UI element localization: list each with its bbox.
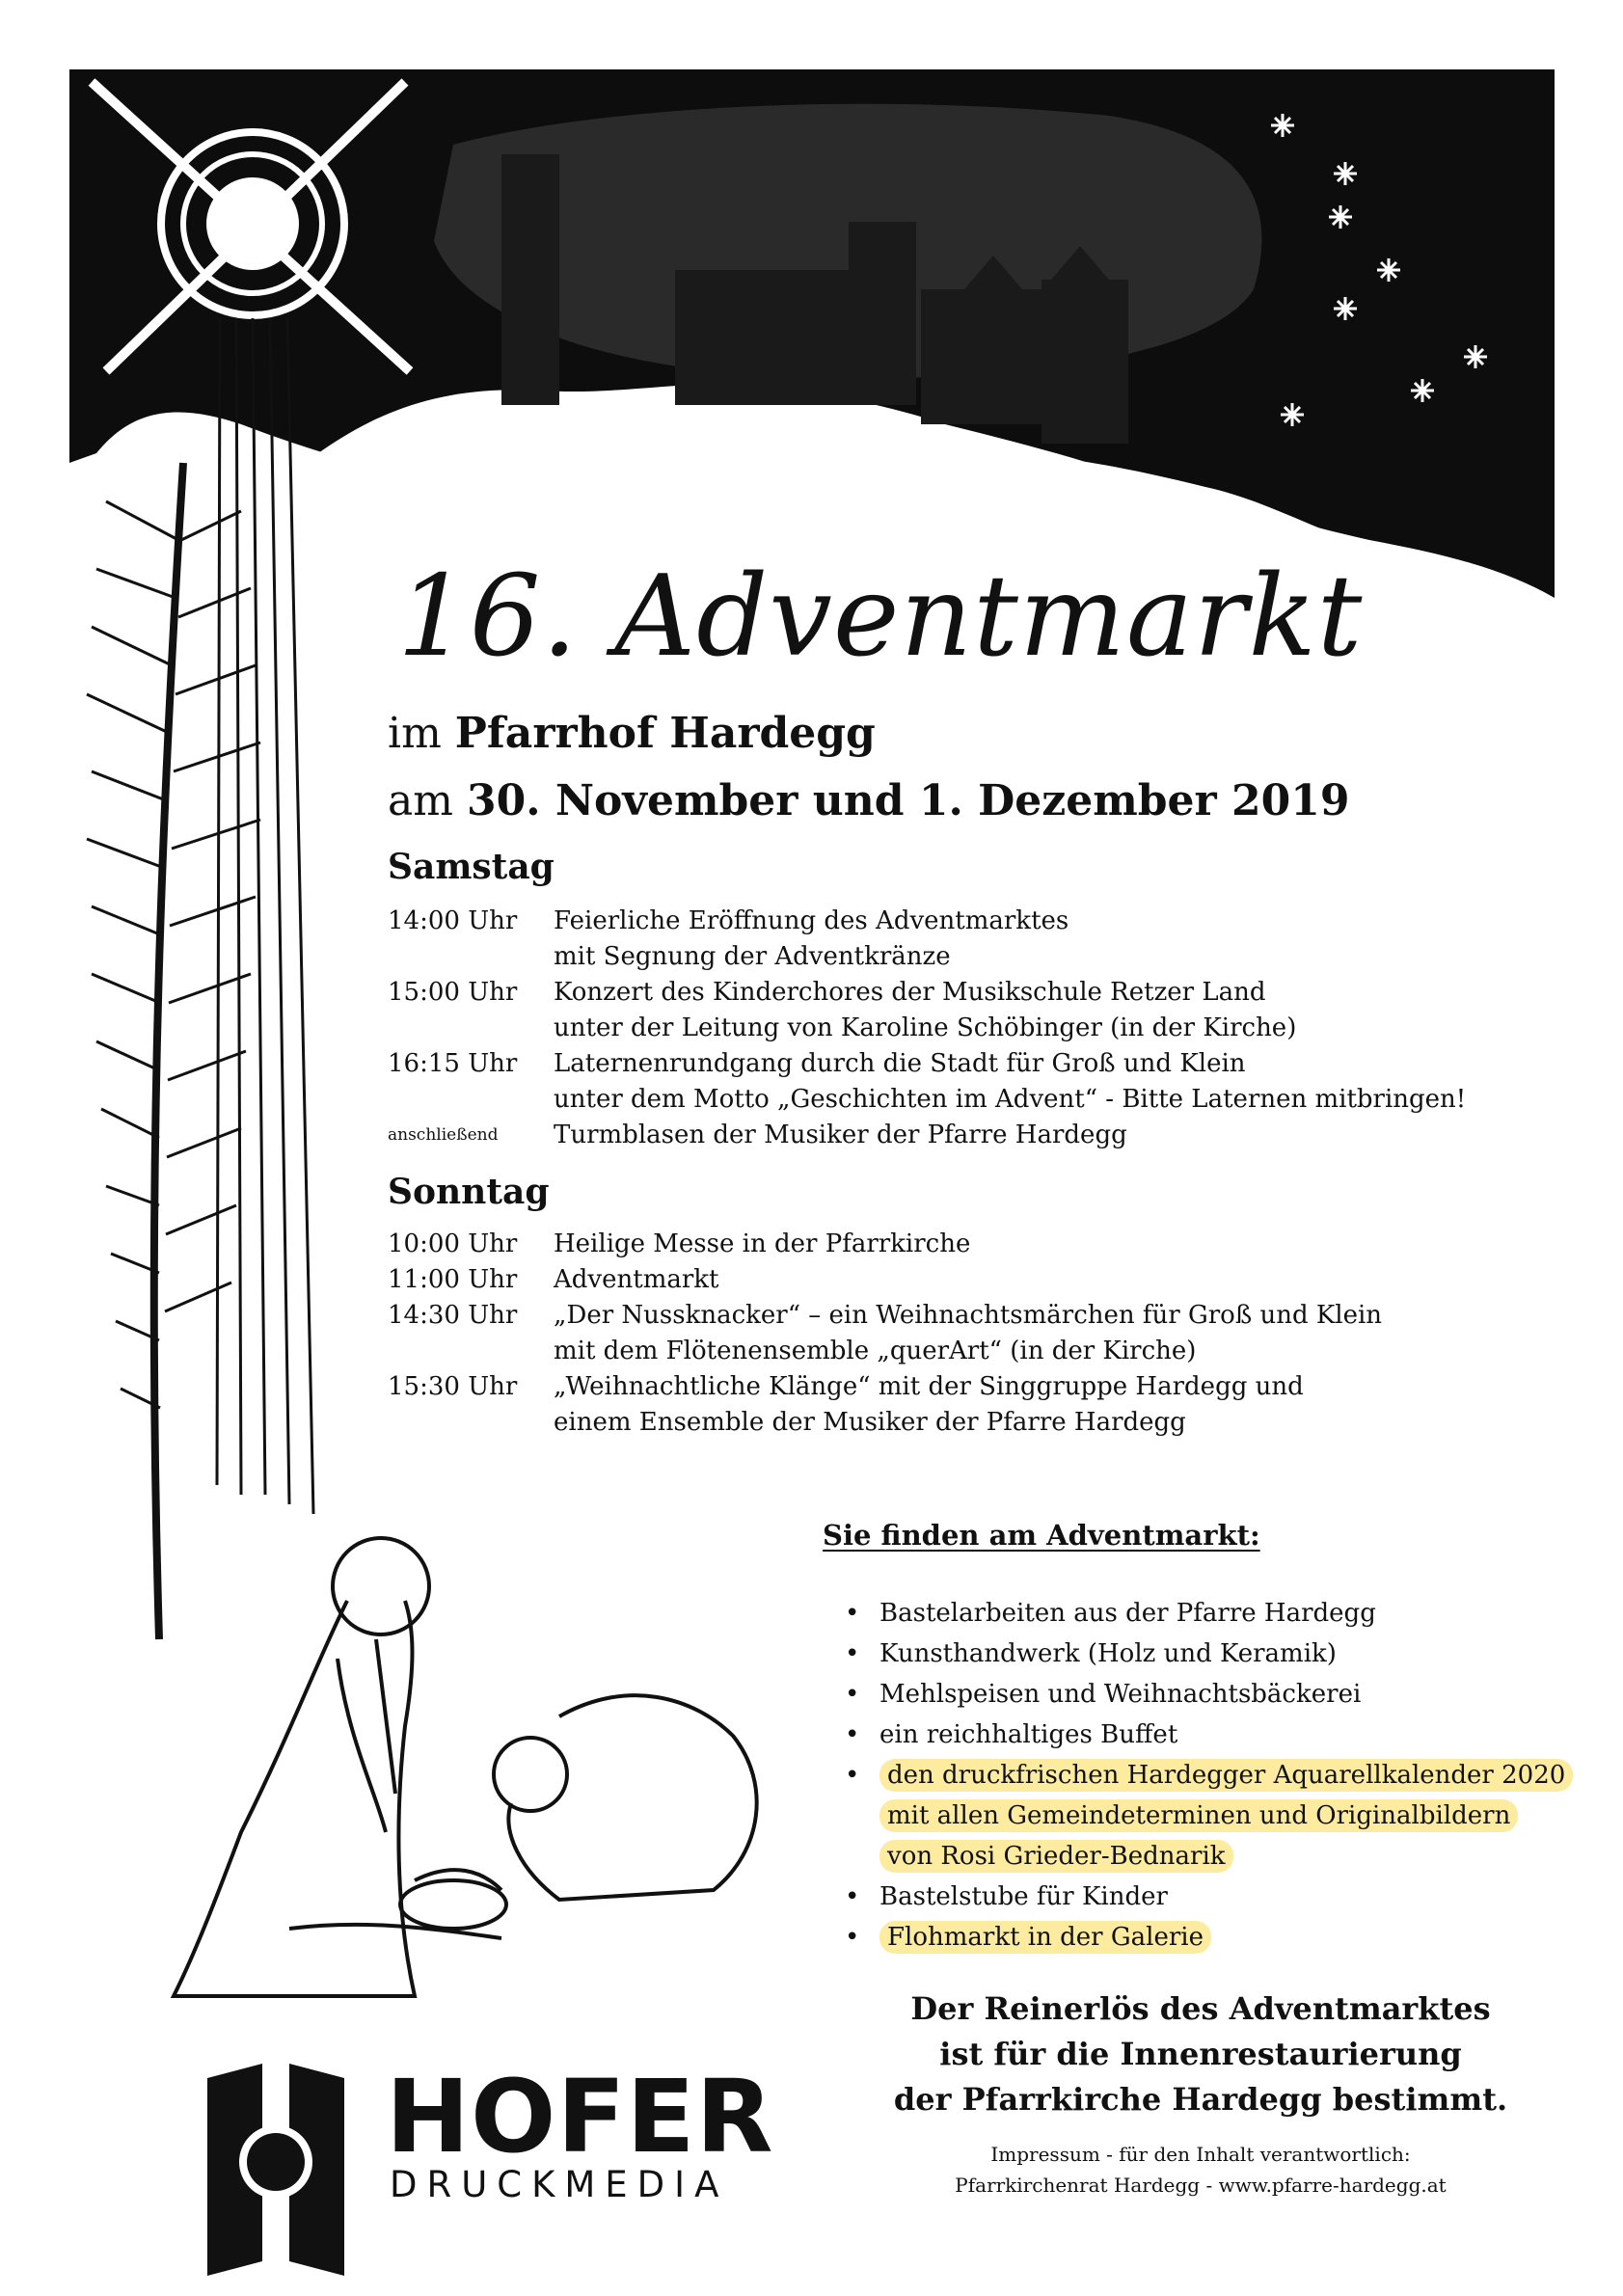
schedule-text: Laternenrundgang durch die Stadt für Groß und Klein bbox=[554, 1049, 1246, 1078]
light-rays bbox=[217, 318, 313, 1514]
list-item bbox=[837, 1796, 1573, 1836]
schedule-time: 16:15 Uhr bbox=[388, 1049, 518, 1078]
list-item bbox=[837, 1917, 1573, 1958]
list-item bbox=[837, 1593, 1573, 1634]
list-item-text: Kunsthandwerk (Holz und Keramik) bbox=[879, 1639, 1337, 1668]
list-item bbox=[837, 1634, 1573, 1674]
sunday-heading: Sonntag bbox=[388, 1172, 550, 1212]
logo-name: HOFER bbox=[386, 2058, 774, 2175]
highlighted-text: Flohmarkt in der Galerie bbox=[879, 1921, 1211, 1954]
list-item bbox=[837, 1755, 1573, 1796]
list-item-text: ein reichhaltiges Buffet bbox=[879, 1720, 1178, 1749]
proceeds-line: Der Reinerlös des Adventmarktes bbox=[910, 1990, 1491, 2027]
impressum-line: Impressum - für den Inhalt verantwortlich: bbox=[990, 2143, 1411, 2166]
schedule-time: 11:00 Uhr bbox=[388, 1265, 518, 1294]
date-line bbox=[388, 776, 1350, 825]
venue-line bbox=[388, 709, 876, 758]
proceeds-line: der Pfarrkirche Hardegg bestimmt. bbox=[893, 2081, 1508, 2118]
schedule-text: einem Ensemble der Musiker der Pfarre Hardegg bbox=[554, 1408, 1186, 1437]
date-prefix: am bbox=[388, 776, 453, 825]
logo-subtitle: DRUCKMEDIA bbox=[390, 2164, 729, 2205]
impressum-line: Pfarrkirchenrat Hardegg - www.pfarre-hardegg.at bbox=[955, 2174, 1447, 2197]
bullet-icon: • bbox=[845, 1761, 860, 1790]
list-item bbox=[837, 1715, 1573, 1755]
list-item-text: Bastelstube für Kinder bbox=[879, 1882, 1168, 1911]
schedule-text: unter der Leitung von Karoline Schöbinger (in der Kirche) bbox=[554, 1013, 1297, 1042]
list-item-text: Bastelarbeiten aus der Pfarre Hardegg bbox=[879, 1599, 1376, 1628]
proceeds-notice bbox=[849, 1986, 1553, 2122]
hofer-logo-mark bbox=[207, 2064, 344, 2276]
bullet-icon: • bbox=[845, 1882, 860, 1911]
schedule-time: 14:00 Uhr bbox=[388, 906, 518, 935]
schedule-time: 15:30 Uhr bbox=[388, 1372, 518, 1401]
list-item bbox=[837, 1877, 1573, 1917]
schedule-time: 15:00 Uhr bbox=[388, 978, 518, 1007]
highlighted-text: mit allen Gemeindeterminen und Originalbildern bbox=[879, 1799, 1518, 1832]
offer-list bbox=[837, 1593, 1573, 1958]
schedule-text: „Weihnachtliche Klänge“ mit der Singgruppe Hardegg und bbox=[554, 1372, 1304, 1401]
schedule-time: 14:30 Uhr bbox=[388, 1301, 518, 1330]
bullet-icon: • bbox=[845, 1680, 860, 1709]
fir-branch bbox=[87, 463, 260, 1639]
proceeds-line: ist für die Innenrestaurierung bbox=[939, 2036, 1462, 2072]
schedule-text: mit Segnung der Adventkränze bbox=[554, 942, 951, 971]
schedule-text: unter dem Motto „Geschichten im Advent“ - Bitte Laternen mitbringen! bbox=[554, 1085, 1467, 1114]
schedule-text: „Der Nussknacker“ – ein Weihnachtsmärchen für Groß und Klein bbox=[554, 1301, 1383, 1330]
schedule-time: 10:00 Uhr bbox=[388, 1229, 518, 1258]
venue-prefix: im bbox=[388, 709, 442, 758]
saturday-heading: Samstag bbox=[388, 847, 555, 887]
nativity-figures bbox=[174, 1538, 757, 1996]
bullet-icon: • bbox=[845, 1639, 860, 1668]
schedule-time: anschließend bbox=[388, 1125, 499, 1145]
schedule-text: mit dem Flötenensemble „querArt“ (in der Kirche) bbox=[554, 1337, 1197, 1365]
list-item-text: Mehlspeisen und Weihnachtsbäckerei bbox=[879, 1680, 1362, 1709]
schedule-text: Adventmarkt bbox=[554, 1265, 719, 1294]
bullet-icon: • bbox=[845, 1599, 860, 1628]
list-item bbox=[837, 1836, 1573, 1877]
highlighted-text: den druckfrischen Hardegger Aquarellkalender 2020 bbox=[879, 1759, 1573, 1792]
schedule-text: Feierliche Eröffnung des Adventmarktes bbox=[554, 906, 1069, 935]
schedule-text: Konzert des Kinderchores der Musikschule Retzer Land bbox=[554, 978, 1266, 1007]
impressum bbox=[887, 2139, 1514, 2201]
list-item bbox=[837, 1674, 1573, 1715]
event-title: 16. Adventmarkt bbox=[397, 552, 1364, 682]
offer-heading: Sie finden am Adventmarkt: bbox=[823, 1519, 1260, 1552]
schedule-text: Heilige Messe in der Pfarrkirche bbox=[554, 1229, 971, 1258]
venue-name: Pfarrhof Hardegg bbox=[454, 709, 876, 758]
bullet-icon: • bbox=[845, 1720, 860, 1749]
highlighted-text: von Rosi Grieder-Bednarik bbox=[879, 1840, 1233, 1873]
bullet-icon: • bbox=[845, 1923, 860, 1952]
schedule-text: Turmblasen der Musiker der Pfarre Hardegg bbox=[554, 1121, 1127, 1149]
event-date: 30. November und 1. Dezember 2019 bbox=[466, 776, 1350, 825]
